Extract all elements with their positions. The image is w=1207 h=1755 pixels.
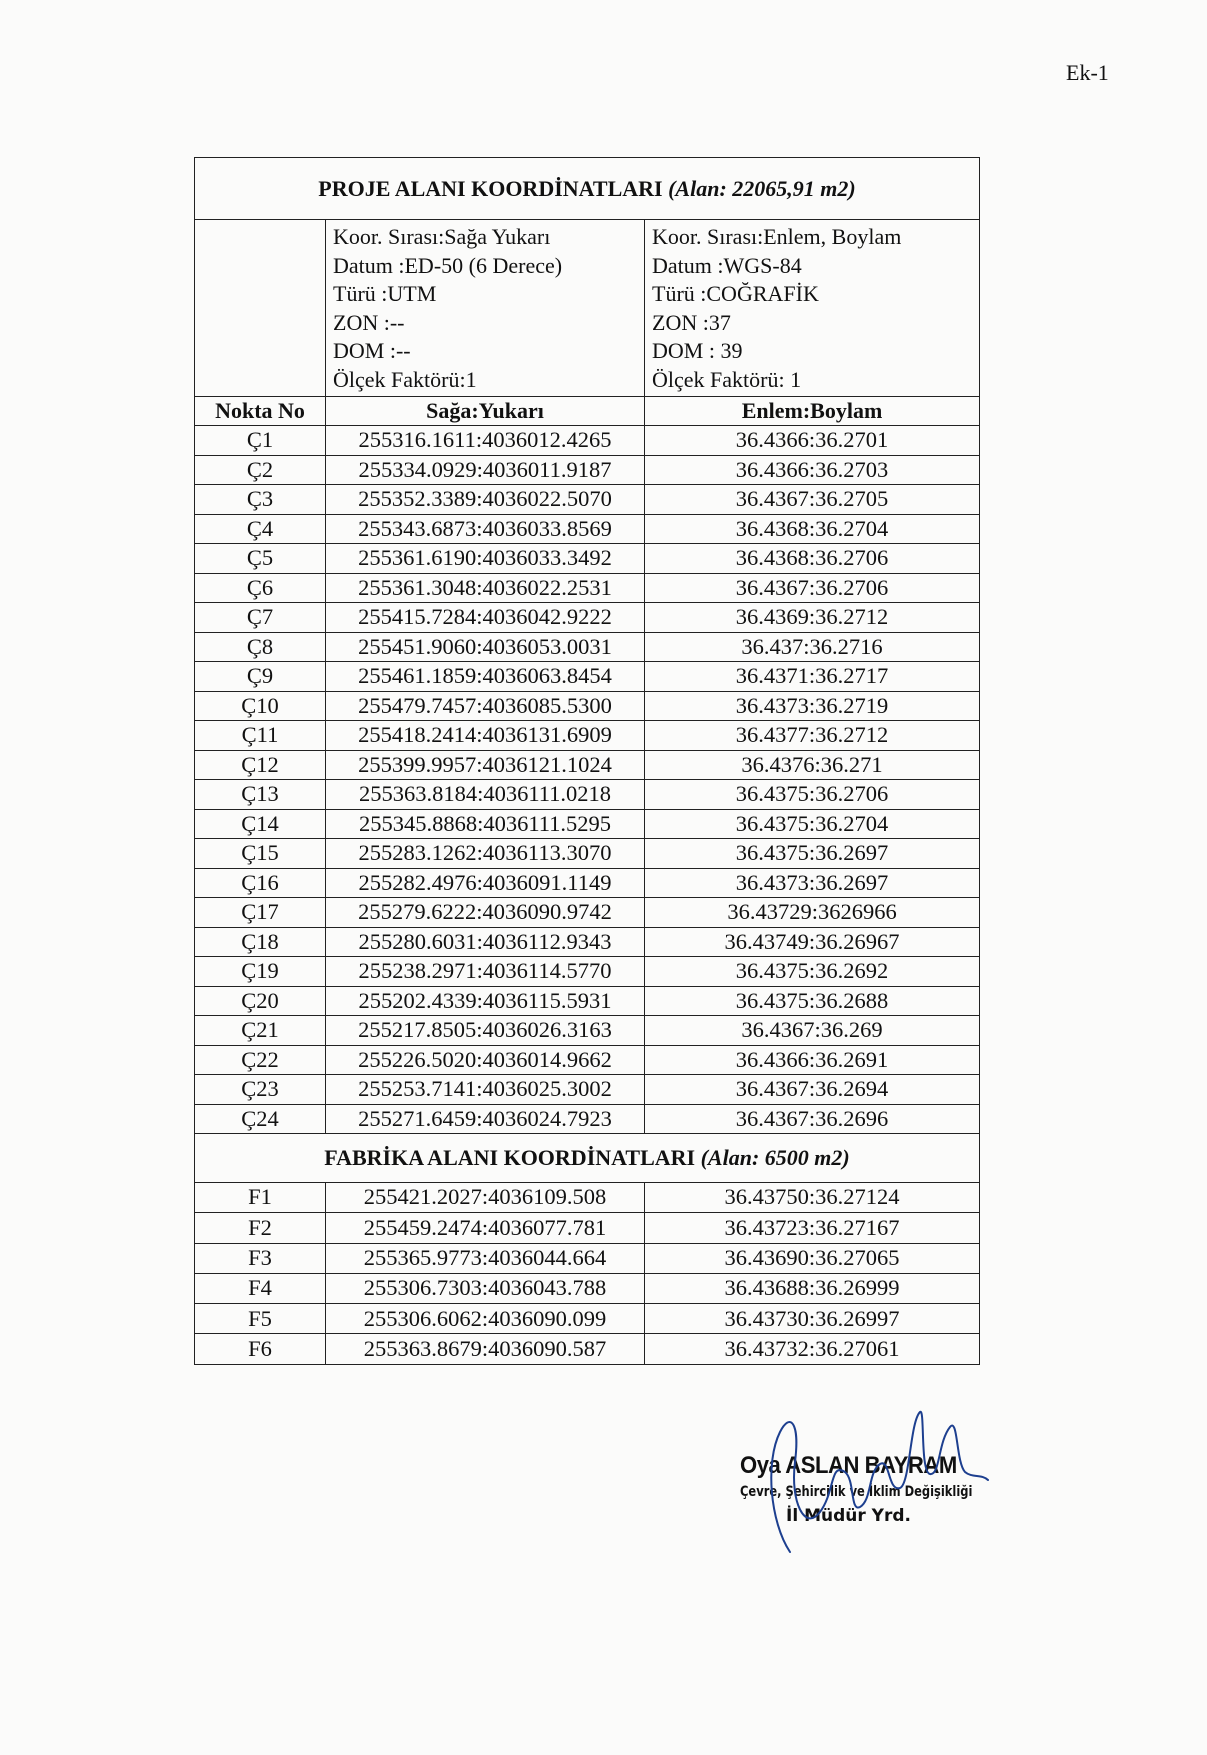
- geo-coordinate-cell: 36.4373:36.2719: [645, 691, 980, 721]
- geo-meta-line: Datum :WGS-84: [652, 252, 802, 278]
- factory-point-row: [195, 1243, 980, 1273]
- project-point-row: [195, 927, 980, 957]
- geo-coordinate-cell: 36.4369:36.2712: [645, 603, 980, 633]
- point-no-cell: Ç23: [195, 1075, 326, 1105]
- geo-coordinate-cell: 36.43729:3626966: [645, 898, 980, 928]
- project-point-row: [195, 780, 980, 810]
- utm-coordinate-cell: 255363.8679:4036090.587: [326, 1334, 645, 1364]
- point-no-cell: Ç5: [195, 544, 326, 574]
- geo-meta-line: Koor. Sırası:Enlem, Boylam: [652, 224, 902, 249]
- geo-coordinate-cell: 36.4367:36.2696: [645, 1104, 980, 1134]
- coordinates-table: [194, 157, 980, 1365]
- point-no-cell: Ç14: [195, 809, 326, 839]
- geo-meta-cell: [645, 220, 980, 397]
- point-no-cell: Ç7: [195, 603, 326, 633]
- signatory-name: Oya ASLAN BAYRAM: [740, 1452, 957, 1479]
- point-no-cell: Ç21: [195, 1016, 326, 1046]
- geo-coordinate-cell: 36.43723:36.27167: [645, 1213, 980, 1243]
- project-point-row: [195, 455, 980, 485]
- utm-coordinate-cell: 255361.6190:4036033.3492: [326, 544, 645, 574]
- utm-coordinate-cell: 255363.8184:4036111.0218: [326, 780, 645, 810]
- geo-coordinate-cell: 36.4375:36.2706: [645, 780, 980, 810]
- point-no-cell: Ç20: [195, 986, 326, 1016]
- geo-coordinate-cell: 36.4375:36.2688: [645, 986, 980, 1016]
- utm-meta-cell: [326, 220, 645, 397]
- utm-coordinate-cell: 255345.8868:4036111.5295: [326, 809, 645, 839]
- project-point-row: [195, 721, 980, 751]
- point-no-cell: Ç15: [195, 839, 326, 869]
- point-no-cell: Ç19: [195, 957, 326, 987]
- point-no-cell: F2: [195, 1213, 326, 1243]
- point-no-cell: Ç3: [195, 485, 326, 515]
- point-no-cell: Ç11: [195, 721, 326, 751]
- signatory-office: Çevre, Şehircilik ve İklim Değişikliği: [740, 1484, 973, 1500]
- point-no-cell: Ç16: [195, 868, 326, 898]
- utm-coordinate-cell: 255217.8505:4036026.3163: [326, 1016, 645, 1046]
- project-point-row: [195, 1045, 980, 1075]
- point-no-cell: Ç8: [195, 632, 326, 662]
- geo-meta-line: DOM : 39: [652, 338, 743, 364]
- geo-coordinate-cell: 36.4375:36.2697: [645, 839, 980, 869]
- utm-coordinate-cell: 255421.2027:4036109.508: [326, 1183, 645, 1213]
- geo-coordinate-cell: 36.4375:36.2704: [645, 809, 980, 839]
- utm-coordinate-cell: 255415.7284:4036042.9222: [326, 603, 645, 633]
- factory-point-row: [195, 1334, 980, 1364]
- utm-coordinate-cell: 255479.7457:4036085.5300: [326, 691, 645, 721]
- utm-coordinate-cell: 255361.3048:4036022.2531: [326, 573, 645, 603]
- point-no-cell: F1: [195, 1183, 326, 1213]
- utm-coordinate-cell: 255352.3389:4036022.5070: [326, 485, 645, 515]
- project-point-row: [195, 1104, 980, 1134]
- header-utm: Sağa:Yukarı: [326, 397, 645, 426]
- project-point-row: [195, 957, 980, 987]
- utm-coordinate-cell: 255343.6873:4036033.8569: [326, 514, 645, 544]
- project-point-row: [195, 986, 980, 1016]
- factory-title: [195, 1134, 980, 1183]
- utm-coordinate-cell: 255306.7303:4036043.788: [326, 1273, 645, 1303]
- project-point-row: [195, 898, 980, 928]
- factory-point-row: [195, 1213, 980, 1243]
- factory-point-row: [195, 1304, 980, 1334]
- point-no-cell: F6: [195, 1334, 326, 1364]
- point-no-cell: Ç18: [195, 927, 326, 957]
- geo-coordinate-cell: 36.4367:36.269: [645, 1016, 980, 1046]
- utm-coordinate-cell: 255226.5020:4036014.9662: [326, 1045, 645, 1075]
- project-point-row: [195, 485, 980, 515]
- utm-coordinate-cell: 255334.0929:4036011.9187: [326, 455, 645, 485]
- utm-meta-line: DOM :--: [333, 338, 411, 364]
- geo-coordinate-cell: 36.437:36.2716: [645, 632, 980, 662]
- utm-meta-line: ZON :--: [333, 309, 405, 335]
- geo-coordinate-cell: 36.4376:36.271: [645, 750, 980, 780]
- utm-meta-line: Datum :ED-50 (6 Derece): [333, 252, 563, 278]
- geo-coordinate-cell: 36.4377:36.2712: [645, 721, 980, 751]
- project-point-row: [195, 573, 980, 603]
- point-no-cell: Ç2: [195, 455, 326, 485]
- project-point-row: [195, 426, 980, 456]
- point-no-cell: F3: [195, 1243, 326, 1273]
- geo-meta-line: Türü :COĞRAFİK: [652, 281, 819, 307]
- geo-coordinate-cell: 36.43749:36.26967: [645, 927, 980, 957]
- geo-meta-line: ZON :37: [652, 309, 731, 335]
- project-title-row: [195, 158, 980, 220]
- project-point-row: [195, 662, 980, 692]
- project-point-row: [195, 603, 980, 633]
- utm-coordinate-cell: 255365.9773:4036044.664: [326, 1243, 645, 1273]
- geo-coordinate-cell: 36.4375:36.2692: [645, 957, 980, 987]
- geo-coordinate-cell: 36.43732:36.27061: [645, 1334, 980, 1364]
- geo-coordinate-cell: 36.4366:36.2701: [645, 426, 980, 456]
- utm-meta-line: Ölçek Faktörü:1: [333, 366, 477, 392]
- geo-coordinate-cell: 36.4366:36.2691: [645, 1045, 980, 1075]
- geo-coordinate-cell: 36.4371:36.2717: [645, 662, 980, 692]
- datum-meta-row: [195, 220, 980, 397]
- geo-coordinate-cell: 36.4367:36.2706: [645, 573, 980, 603]
- geo-coordinate-cell: 36.4366:36.2703: [645, 455, 980, 485]
- point-no-cell: Ç6: [195, 573, 326, 603]
- factory-title-main: FABRİKA ALANI KOORDİNATLARI: [324, 1145, 696, 1170]
- utm-coordinate-cell: 255451.9060:4036053.0031: [326, 632, 645, 662]
- point-no-cell: Ç1: [195, 426, 326, 456]
- point-no-cell: Ç4: [195, 514, 326, 544]
- project-point-row: [195, 750, 980, 780]
- point-no-cell: Ç13: [195, 780, 326, 810]
- geo-coordinate-cell: 36.43690:36.27065: [645, 1243, 980, 1273]
- header-geo: Enlem:Boylam: [645, 397, 980, 426]
- header-point-no: Nokta No: [195, 397, 326, 426]
- factory-point-row: [195, 1273, 980, 1303]
- utm-coordinate-cell: 255238.2971:4036114.5770: [326, 957, 645, 987]
- point-no-cell: F4: [195, 1273, 326, 1303]
- point-no-cell: Ç10: [195, 691, 326, 721]
- project-point-row: [195, 839, 980, 869]
- point-no-cell: Ç17: [195, 898, 326, 928]
- point-no-cell: Ç22: [195, 1045, 326, 1075]
- project-title: [195, 158, 980, 220]
- project-area: (Alan: 22065,91 m2): [668, 175, 856, 201]
- utm-coordinate-cell: 255202.4339:4036115.5931: [326, 986, 645, 1016]
- geo-coordinate-cell: 36.43688:36.26999: [645, 1273, 980, 1303]
- utm-coordinate-cell: 255280.6031:4036112.9343: [326, 927, 645, 957]
- utm-coordinate-cell: 255283.1262:4036113.3070: [326, 839, 645, 869]
- utm-meta-line: Koor. Sırası:Sağa Yukarı: [333, 224, 551, 249]
- project-point-row: [195, 1075, 980, 1105]
- project-point-row: [195, 691, 980, 721]
- geo-coordinate-cell: 36.4368:36.2706: [645, 544, 980, 574]
- utm-coordinate-cell: 255461.1859:4036063.8454: [326, 662, 645, 692]
- point-no-cell: Ç9: [195, 662, 326, 692]
- point-no-cell: F5: [195, 1304, 326, 1334]
- utm-coordinate-cell: 255418.2414:4036131.6909: [326, 721, 645, 751]
- geo-coordinate-cell: 36.4367:36.2694: [645, 1075, 980, 1105]
- point-no-cell: Ç24: [195, 1104, 326, 1134]
- meta-empty-cell: [195, 220, 326, 397]
- project-point-row: [195, 1016, 980, 1046]
- project-point-row: [195, 809, 980, 839]
- utm-coordinate-cell: 255316.1611:4036012.4265: [326, 426, 645, 456]
- geo-coordinate-cell: 36.4373:36.2697: [645, 868, 980, 898]
- project-point-row: [195, 632, 980, 662]
- geo-coordinate-cell: 36.4368:36.2704: [645, 514, 980, 544]
- utm-coordinate-cell: 255271.6459:4036024.7923: [326, 1104, 645, 1134]
- utm-coordinate-cell: 255282.4976:4036091.1149: [326, 868, 645, 898]
- project-point-row: [195, 514, 980, 544]
- factory-area: (Alan: 6500 m2): [700, 1145, 850, 1170]
- project-point-row: [195, 544, 980, 574]
- signature-block: [740, 1452, 980, 1526]
- geo-meta-line: Ölçek Faktörü: 1: [652, 366, 802, 392]
- page-label: Ek-1: [1066, 60, 1109, 85]
- signatory-title: İl Müdür Yrd.: [786, 1506, 911, 1526]
- column-header-row: [195, 397, 980, 426]
- point-no-cell: Ç12: [195, 750, 326, 780]
- project-point-row: [195, 868, 980, 898]
- geo-coordinate-cell: 36.43730:36.26997: [645, 1304, 980, 1334]
- factory-point-row: [195, 1183, 980, 1213]
- factory-title-row: [195, 1134, 980, 1183]
- utm-meta-line: Türü :UTM: [333, 281, 437, 307]
- geo-coordinate-cell: 36.43750:36.27124: [645, 1183, 980, 1213]
- utm-coordinate-cell: 255459.2474:4036077.781: [326, 1213, 645, 1243]
- utm-coordinate-cell: 255253.7141:4036025.3002: [326, 1075, 645, 1105]
- utm-coordinate-cell: 255306.6062:4036090.099: [326, 1304, 645, 1334]
- utm-coordinate-cell: 255279.6222:4036090.9742: [326, 898, 645, 928]
- geo-coordinate-cell: 36.4367:36.2705: [645, 485, 980, 515]
- project-title-main: PROJE ALANI KOORDİNATLARI: [318, 175, 663, 201]
- utm-coordinate-cell: 255399.9957:4036121.1024: [326, 750, 645, 780]
